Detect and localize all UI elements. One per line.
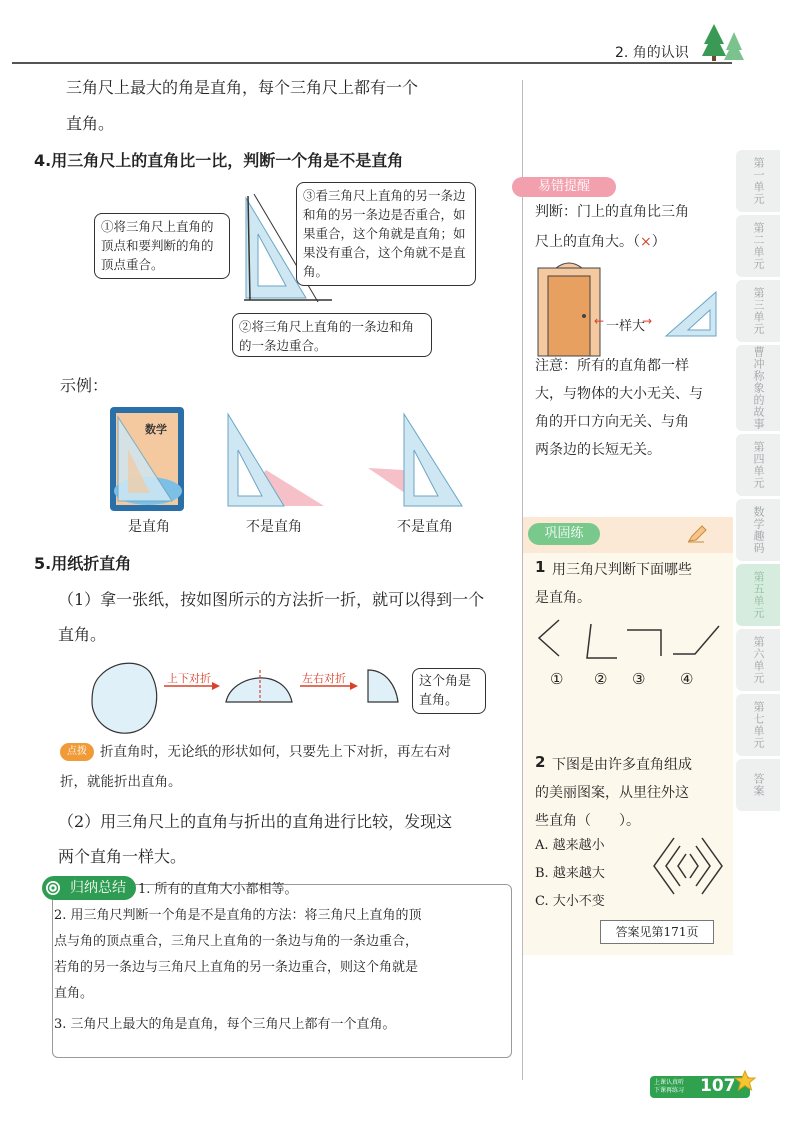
answer-reference: 答案见第171页 [600, 920, 714, 944]
choice-b: B. 越来越大 [535, 866, 605, 881]
part-2-line-2: 两个直角一样大。 [58, 847, 187, 866]
same-size-label: 一样大 [606, 319, 646, 334]
warning-line-2: 尺上的直角大。（×） [535, 234, 666, 250]
choice-c: C. 大小不变 [535, 894, 605, 909]
section-5-heading: 5.用纸折直角 [34, 554, 132, 573]
tab-unit-4[interactable]: 第四单元 [736, 434, 780, 496]
example-3-caption: 不是直角 [397, 519, 453, 535]
header-rule [12, 62, 732, 64]
summary-item-2-line-1: 2. 用三角尺判断一个角是不是直角的方法：将三角尺上直角的顶 [54, 908, 422, 923]
section-4-heading: 4.用三角尺上的直角比一比，判断一个角是不是直角 [34, 151, 404, 170]
choice-a: A. 越来越小 [535, 838, 605, 853]
tip-line-1: 折直角时，无论纸的形状如何，只要先上下对折，再左右对 [100, 744, 451, 760]
book-title: 数学 [145, 423, 167, 436]
option-3: ③ [632, 670, 646, 688]
result-callout: 这个角是直角。 [412, 668, 486, 714]
tab-unit-1[interactable]: 第一单元 [736, 150, 780, 212]
summary-item-1: 1. 所有的直角大小都相等。 [138, 882, 298, 897]
step-1-callout: ①将三角尺上直角的顶点和要判断的角的顶点重合。 [94, 213, 230, 279]
option-4: ④ [680, 670, 694, 688]
summary-item-2-line-3: 若角的另一条边与三角尺上直角的另一条边重合，则这个角就是 [54, 960, 419, 975]
fold-2-label: 左右对折 [302, 672, 346, 685]
intro-line-1: 三角尺上最大的角是直角，每个三角尺上都有一个 [66, 78, 419, 97]
tab-unit-6[interactable]: 第六单元 [736, 629, 780, 691]
summary-item-2-line-2: 点与角的顶点重合，三角尺上直角的一条边与角的一条边重合， [54, 934, 419, 949]
summary-item-2-line-4: 直角。 [54, 986, 94, 1001]
part-1-line-1: （1）拿一张纸，按如图所示的方法折一折，就可以得到一个 [58, 590, 485, 609]
question-1-line-2: 是直角。 [535, 590, 591, 606]
warning-badge: 易错提醒 [512, 177, 616, 197]
tab-unit-3[interactable]: 第三单元 [736, 280, 780, 342]
note-line-2: 大，与物体的大小无关、与 [535, 386, 703, 402]
page-badge-text: 上课认真听 下课再练习 [654, 1079, 685, 1094]
part-1-line-2: 直角。 [58, 625, 107, 644]
target-icon [45, 880, 61, 896]
tab-story[interactable]: 曹冲称象的故事 [736, 345, 780, 431]
tab-math-fun[interactable]: 数学趣码 [736, 499, 780, 561]
step-2-callout: ②将三角尺上直角的一条边和角的一条边重合。 [232, 313, 432, 357]
example-label: 示例： [60, 376, 109, 395]
part-2-line-1: （2）用三角尺上的直角与折出的直角进行比较，发现这 [58, 812, 453, 831]
question-2-line-3: 些直角（ ）。 [535, 813, 640, 829]
example-2-angle [214, 410, 334, 510]
option-1: ① [550, 670, 564, 688]
question-1-line-1: 用三角尺判断下面哪些 [552, 562, 692, 578]
door-illustration [534, 258, 604, 358]
pencil-icon [686, 524, 708, 544]
small-set-square [660, 290, 720, 340]
question-1-number: 1 [535, 558, 546, 576]
question-1-angles [535, 616, 725, 666]
example-2-caption: 不是直角 [246, 519, 302, 535]
question-2-line-1: 下图是由许多直角组成 [552, 757, 692, 773]
unit-tabs [736, 150, 784, 814]
answer-mark: × [640, 234, 652, 250]
warning-line-1: 判断：门上的直角比三角 [535, 204, 689, 220]
tree-icon [700, 22, 748, 62]
tip-line-2: 折，就能折出直角。 [60, 774, 182, 790]
tip-badge: 点拨 [60, 743, 94, 761]
nested-right-angles-pattern [648, 830, 728, 902]
practice-badge: 巩固练 [528, 523, 600, 545]
note-line-4: 两条边的长短无关。 [535, 442, 661, 458]
fold-1-label: 上下对折 [167, 672, 211, 685]
tab-unit-7[interactable]: 第七单元 [736, 694, 780, 756]
example-1-caption: 是直角 [128, 519, 170, 535]
page-number: 107 [700, 1076, 736, 1096]
same-size-arrow-right: → [642, 314, 653, 328]
tab-unit-5[interactable]: 第五单元 [736, 564, 780, 626]
tab-unit-2[interactable]: 第二单元 [736, 215, 780, 277]
step-3-callout: ③看三角尺上直角的另一条边和角的另一条边是否重合，如果重合，这个角就是直角；如果没有重合，这个角就不是直角。 [296, 182, 476, 286]
example-3-angle [364, 410, 484, 510]
option-2: ② [594, 670, 608, 688]
same-size-arrow: ← [594, 314, 605, 328]
summary-label: 归纳总结 [42, 876, 136, 900]
question-2-line-2: 的美丽图案，从里往外这 [535, 785, 689, 801]
summary-item-3: 3. 三角尺上最大的角是直角，每个三角尺上都有一个直角。 [54, 1017, 396, 1032]
note-line-3: 角的开口方向无关、与角 [535, 414, 689, 430]
question-2-number: 2 [535, 753, 546, 771]
note-line-1: 注意：所有的直角都一样 [535, 358, 689, 374]
tab-answers[interactable]: 答案 [736, 759, 780, 811]
chapter-title: 2. 角的认识 [615, 45, 689, 61]
star-icon [734, 1070, 756, 1092]
intro-line-2: 直角。 [66, 114, 115, 133]
